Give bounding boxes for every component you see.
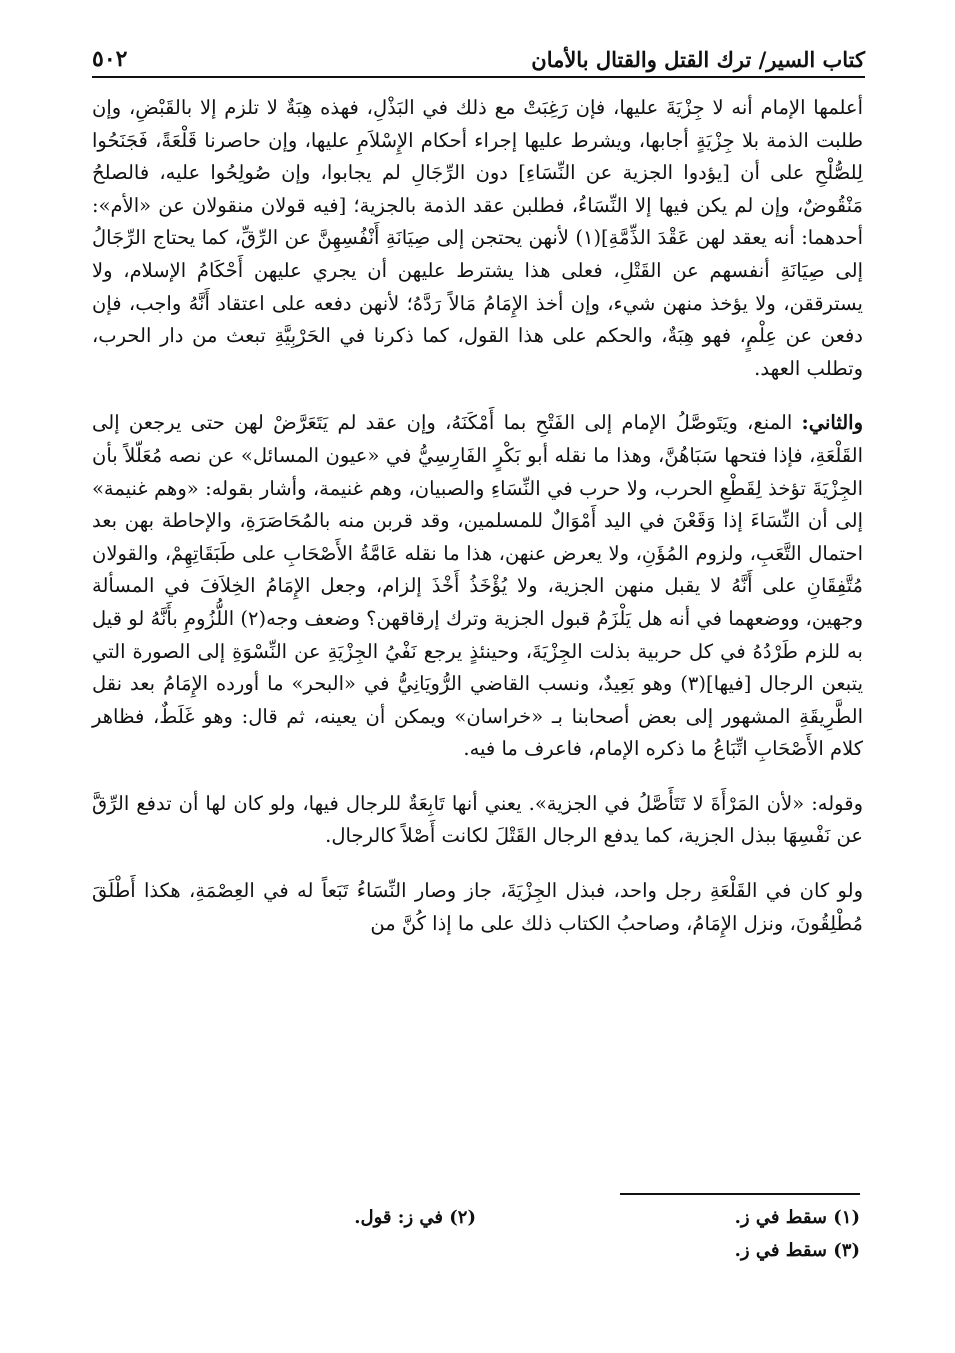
footnote-row — [92, 1207, 860, 1228]
paragraph-lead: والثاني: — [801, 411, 863, 435]
paragraph — [92, 788, 863, 853]
paragraph — [92, 875, 863, 940]
footnote — [92, 1240, 476, 1261]
footnote: (٢) في ز: قول. — [354, 1207, 476, 1228]
page-number: ٥٠٢ — [92, 46, 128, 72]
paragraph-text: أعلمها الإمام أنه لا جِزْيَةَ عليها، فإن رَغِبَتْ مع ذلك في البَذْلِ، فهذه هِبَةٌ لا تلزم إلا بالقَبْضِ، وإن طلبت الذمة بلا جِزْيَةٍ أجابها، ويشرط عليها إجراء أحكام الإِسْلاَمِ عليها، وإن حاصرنا قَلْعَةً، فَجَنَحُوا لِلصُّلْحِ على أن [يؤدوا الجزية عن النِّسَاءِ] دون الرِّجَالِ لم يجابوا، وإن صُولِحُوا عليه، فالصلحُ مَنْقُوضٌ، وإن لم يكن فيها إلا النِّسَاءُ، فطلبن عقد الذمة بالجزية؛ [فيه قولان منقولان عن «الأم»: أحدهما: أنه يعقد لهن عَقْدَ الذِّمَّةِ](١) لأنهن يحتجن إلى صِيَانَةِ أَنْفُسِهِنَّ عن الرِّقِّ، كما يحتاج الرِّجَالُ إلى صِيَانَةِ أنفسهم عن القَتْلِ، فعلى هذا يشترط عليهن أن يجري عليهن أَحْكَامُ الإسلام، ولا يسترققن، ولا يؤخذ منهن شيء، وإن أخذ الإِمَامُ مَالاً رَدَّهُ؛ لأنهن دفعه على اعتقاد أَنَّهُ واجب، فإن دفعن عن عِلْمٍ، فهو هِبَةٌ، والحكم على هذا القول، كما ذكرنا في الحَرْبِيَّةِ تبعث من دار الحرب، وتطلب العهد. — [92, 96, 863, 380]
paragraph — [92, 407, 863, 766]
running-title: كتاب السير/ ترك القتل والقتال بالأمان — [531, 46, 865, 72]
footnote: (١) سقط في ز. — [734, 1207, 860, 1228]
paragraph-text: المنع، ويَتَوصَّلُ الإمام إلى الفَتْحِ بما أَمْكَنَهُ، وإن عقد لم يَتَعَرَّضْ لهن حتى يرجعن إلى القَلْعَةِ، فإذا فتحها سَبَاهُنَّ، وهذا ما نقله أبو بَكْرٍ الفَارِسِيُّ في «عيون المسائل» عن نصه مُعَلّلاً بأن الجِزْيَةَ تؤخذ لِقَطْعِ الحرب، ولا حرب في النِّسَاءِ والصبيان، وهم غنيمة، وأشار بقوله: «وهم غنيمة» إلى أن النِّسَاءَ إذا وَقَعْنَ في اليد أَمْوَالٌ للمسلمين، وقد قربن منه بالمُحَاصَرَةِ، والإحاطة بهن بعد احتمال التَّعَبِ، ولزوم المُؤَنِ، ولا يعرض عنهن، هذا ما نقله عَامَّةُ الأَصْحَابِ على طَبَقَاتِهِمْ، والقولان مُتَّفِقَانِ على أَنَّهُ لا يقبل منهن الجزية، ولا يُؤْخَذُ أَخْذَ إلزام، وجعل الإِمَامُ الخِلاَفَ في المسألة وجهين، ووضعهما في أنه هل يَلْزَمُ قبول الجزية وترك إرقاقهن؟ وضعف وجه(٢) اللُّزُومِ بأَنَّهُ لو قيل به للزم طَرْدُهُ في كل حربية بذلت الجِزْيَةَ، وحينئذٍ يرجع نَفْيُ الجِزْيَةِ عن النِّسْوَةِ إلى الصورة التي يتبعن الرجال [فيها](٣) وهو بَعِيدٌ، ونسب القاضي الرُّويَانِيُّ في «البحر» ما أورده الإِمَامُ بعد نقل الطَّرِيقَةِ المشهور إلى بعض أصحابنا بـ «خراسان» ويمكن أن يعينه، ثم قال: وهو غَلَطٌ، فظاهر كلام الأَصْحَابِ اتِّبَاعُ ما ذكره الإمام، فاعرف ما فيه. — [92, 411, 863, 761]
page-header — [92, 42, 865, 78]
footnotes — [92, 1193, 860, 1261]
paragraph-text: ولو كان في القَلْعَةِ رجل واحد، فبذل الجِزْيَةَ، جاز وصار النِّسَاءُ تَبَعاً له في العِصْمَةِ، هكذا أَطْلَقَ مُطْلِقُونَ، ونزل الإِمَامُ، وصاحبُ الكتاب ذلك على ما إذا كُنَّ من — [92, 879, 863, 935]
footnote-row — [92, 1240, 860, 1261]
footnote-separator — [620, 1193, 860, 1195]
main-text — [92, 92, 863, 962]
paragraph-text: وقوله: «لأن المَرْأَةَ لا تَتَأَصَّلُ في الجزية». يعني أنها تَابِعَةٌ للرجال فيها، ولو كان لها أن تدفع الرِّقَّ عن نَفْسِهَا ببذل الجزية، كما يدفع الرجال القَتْلَ لكانت أَصْلاً كالرجال. — [92, 791, 863, 848]
footnote: (٣) سقط في ز. — [734, 1240, 860, 1261]
paragraph — [92, 92, 863, 385]
